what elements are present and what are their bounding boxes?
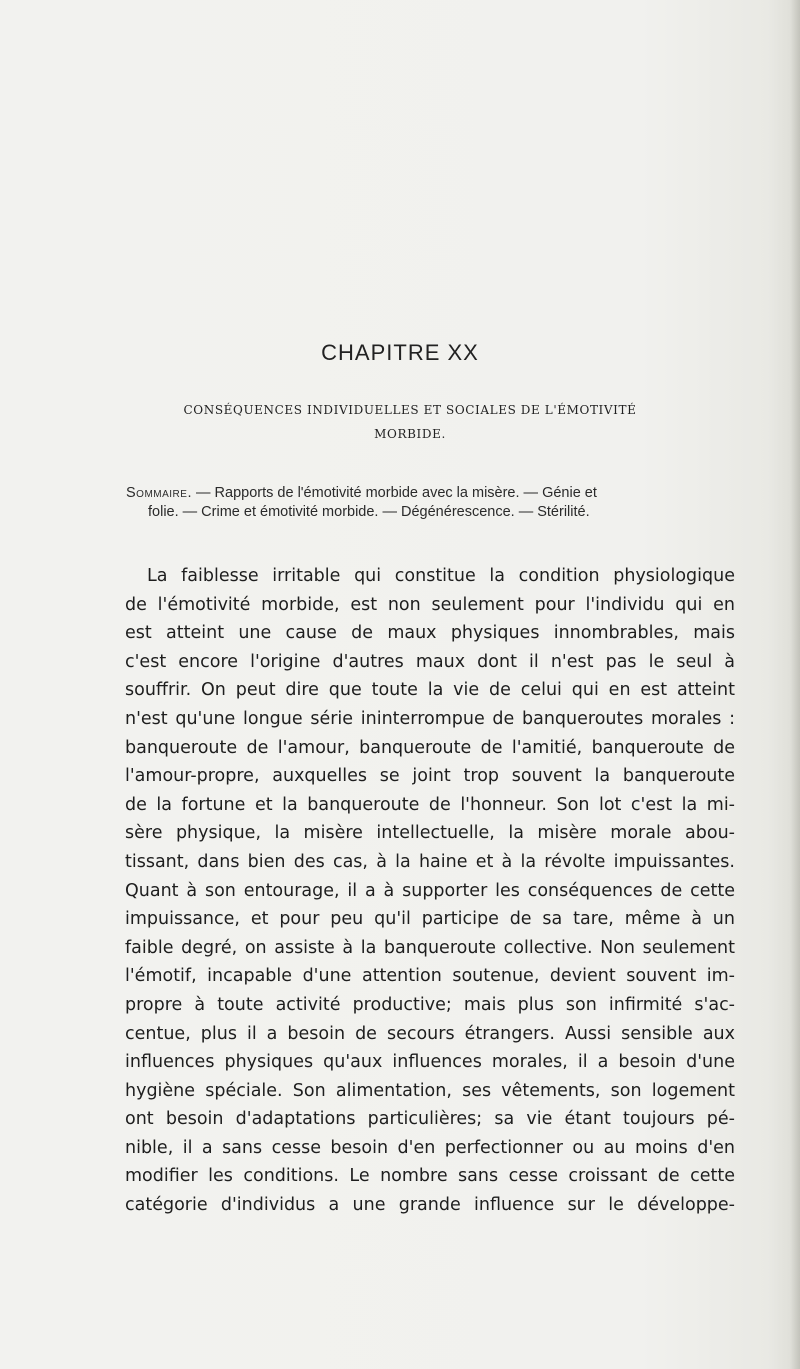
- summary-label: Sommaire.: [126, 485, 192, 501]
- body-line: c'est encore l'origine d'autres maux dont il n'est pas le seul à: [125, 651, 735, 672]
- body-line: propre à toute activité productive; mais plus son infirmité s'ac-: [125, 994, 735, 1015]
- body-line: Quant à son entourage, il a à supporter les conséquences de cette: [125, 880, 735, 901]
- body-line: ont besoin d'adaptations particulières; sa vie étant toujours pé-: [125, 1109, 735, 1130]
- body-line: n'est qu'une longue série ininterrompue de banqueroutes morales :: [125, 708, 735, 729]
- body-line: faible degré, on assiste à la banqueroute collective. Non seulement: [125, 937, 735, 958]
- body-line: modifier les conditions. Le nombre sans cesse croissant de cette: [125, 1166, 735, 1187]
- body-line: influences physiques qu'aux influences morales, il a besoin d'une: [125, 1052, 735, 1073]
- body-line: est atteint une cause de maux physiques innombrables, mais: [125, 623, 735, 644]
- chapter-subtitle-line-2: MORBIDE.: [374, 427, 446, 441]
- body-line: La faiblesse irritable qui constitue la condition physiologique: [147, 566, 735, 586]
- body-line: impuissance, et pour peu qu'il participe de sa tare, même à un: [125, 909, 735, 930]
- body-line: centue, plus il a besoin de secours étrangers. Aussi sensible aux: [125, 1023, 735, 1044]
- body-line: hygiène spéciale. Son alimentation, ses vêtements, son logement: [125, 1080, 735, 1101]
- chapter-subtitle: [120, 398, 700, 446]
- summary-line-2: folie. — Crime et émotivité morbide. — Dégénérescence. — Stérilité.: [148, 504, 590, 520]
- body-line: nible, il a sans cesse besoin d'en perfectionner ou au moins d'en: [125, 1137, 735, 1158]
- body-line: banqueroute de l'amour, banqueroute de l'amitié, banqueroute de: [125, 737, 735, 758]
- body-line: catégorie d'individus a une grande influence sur le développe-: [125, 1195, 735, 1216]
- page-edge-shadow: [790, 0, 800, 1369]
- body-line: de l'émotivité morbide, est non seulement pour l'individu qui en: [125, 594, 735, 615]
- body-line: souffrir. On peut dire que toute la vie de celui qui en est atteint: [125, 680, 735, 701]
- chapter-title: CHAPITRE XX: [321, 340, 479, 365]
- body-line: de la fortune et la banqueroute de l'honneur. Son lot c'est la mi-: [125, 794, 735, 815]
- chapter-summary: [126, 484, 726, 522]
- body-line: tissant, dans bien des cas, à la haine et à la révolte impuissantes.: [125, 851, 735, 872]
- summary-line-1: [126, 484, 726, 503]
- body-line: l'amour-propre, auxquelles se joint trop souvent la banqueroute: [125, 766, 735, 787]
- summary-line-1-text: — Rapports de l'émotivité morbide avec la misère. — Génie et: [191, 485, 597, 501]
- chapter-subtitle-line-1: CONSÉQUENCES INDIVIDUELLES ET SOCIALES DE L'ÉMOTIVITÉ: [183, 403, 637, 417]
- body-line: l'émotif, incapable d'une attention soutenue, devient souvent im-: [125, 966, 735, 987]
- body-paragraph: [125, 562, 735, 1220]
- body-line: sère physique, la misère intellectuelle, la misère morale abou-: [125, 823, 735, 844]
